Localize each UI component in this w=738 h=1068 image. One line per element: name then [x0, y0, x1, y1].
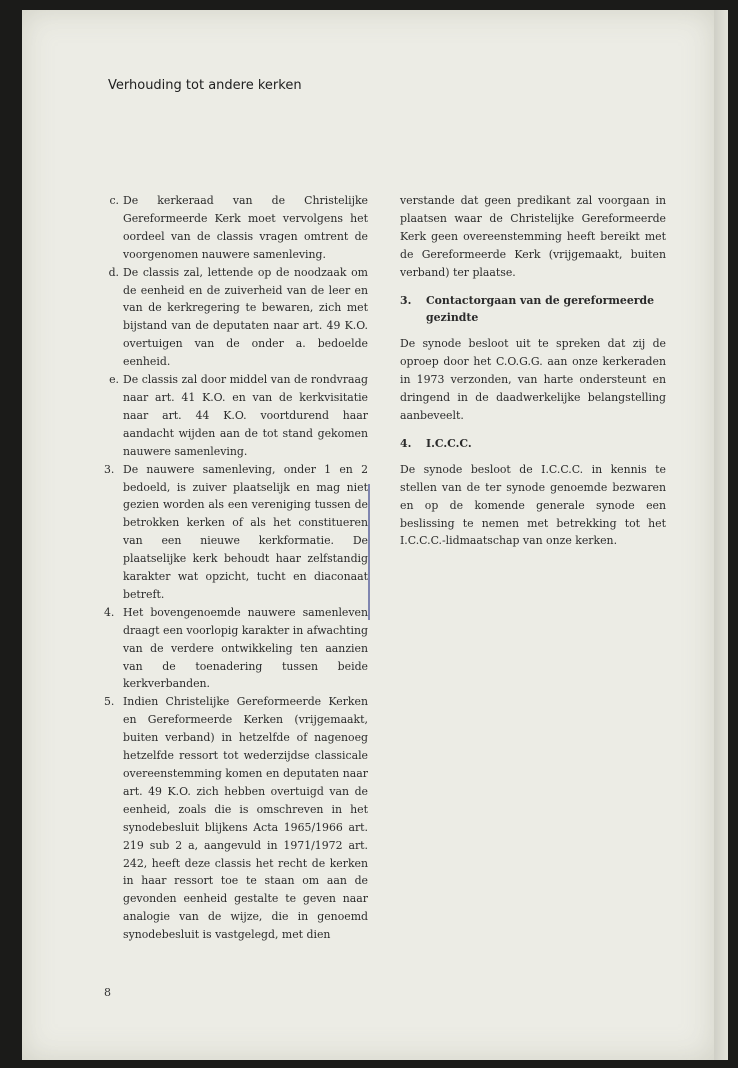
item-text: De kerkeraad van de Christelijke Gereformeerde Kerk moet vervolgens het oordeel van de classis vragen omtrent de voorgenomen nauwere samenleving.	[123, 194, 368, 261]
page-edge	[714, 10, 728, 1060]
item-marker: e.	[109, 373, 119, 387]
item-marker: 3.	[104, 462, 115, 476]
continuation-paragraph: verstande dat geen predikant zal voorgaan in plaatsen waar de Christelijke Gereformeerde Kerk geen overeenstemming heeft bereikt met de Gereformeerde Kerk (vrijgemaakt, buiten verband) ter plaatse.	[400, 194, 666, 279]
page-number: 8	[104, 986, 111, 999]
left-column	[104, 192, 368, 944]
list-item	[104, 604, 368, 694]
item-marker: d.	[108, 265, 119, 279]
list-item	[104, 192, 368, 264]
running-header: Verhouding tot andere kerken	[108, 78, 302, 93]
list-item	[104, 371, 368, 461]
item-text: De nauwere samenleving, onder 1 en 2 bedoeld, is zuiver plaatselijk en mag niet gezien worden als een vereniging tussen de betrokken kerken of als het constitueren van een nieuwe kerkformatie. De plaatselijke kerk behoudt haar zelfstandig karakter wat opzicht, tucht en diaconaat betreft.	[123, 462, 368, 601]
section-heading	[400, 292, 666, 328]
list-item	[104, 264, 368, 371]
section-number: 4.	[400, 436, 412, 450]
item-text: De classis zal door middel van de rondvraag naar art. 41 K.O. en van de kerkvisitatie naar art. 44 K.O. voortdurend haar aandacht wijden aan de tot stand gekomen nauwere samenleving.	[123, 373, 368, 458]
item-marker: 4.	[104, 605, 115, 619]
right-column	[400, 192, 666, 550]
list-item	[104, 693, 368, 944]
section-heading	[400, 435, 666, 453]
section-paragraph: De synode besloot de I.C.C.C. in kennis te stellen van de ter synode genoemde bezwaren en op de komende generale synode een beslissing te nemen met betrekking tot het I.C.C.C.-lidmaatschap van onze kerken.	[400, 462, 666, 548]
pencil-margin-mark	[368, 484, 370, 620]
section-number: 3.	[400, 293, 412, 307]
item-text: De classis zal, lettende op de noodzaak om de eenheid en de zuiverheid van de leer en van de kerkregering te bewaren, zich met bijstand van de deputaten naar art. 49 K.O. overtuigen van de onder a. bedoelde eenheid.	[123, 265, 368, 369]
item-text: Het bovengenoemde nauwere samenleven draagt een voorlopig karakter in afwachting van de verdere ontwikkeling ten aanzien van de toenadering tussen beide kerkverbanden.	[123, 605, 368, 691]
item-marker: c.	[109, 194, 119, 207]
section-title: I.C.C.C.	[426, 436, 472, 450]
section-paragraph: De synode besloot uit te spreken dat zij de oproep door het C.O.G.G. aan onze kerkeraden in 1973 verzonden, van harte ondersteunt en dringend in de daadwerkelijke belangstelling aanbeveelt.	[400, 337, 666, 422]
list-item	[104, 461, 368, 604]
item-text: Indien Christelijke Gereformeerde Kerken en Gereformeerde Kerken (vrijgemaakt, buiten verband) in hetzelfde of nagenoeg hetzelfde ressort tot wederzijdse classicale overeenstemming komen en deputaten naar art. 49 K.O. zich hebben overtuigd van de eenheid, zoals die is omschreven in het synodebesluit blijkens Acta 1965/1966 art. 219 sub 2 a, aangevuld in 1971/1972 art. 242, heeft deze classis het recht de kerken in haar ressort toe te staan om aan de gevonden eenheid gestalte te geven naar analogie van de wijze, die in genoemd synodebesluit is vastgelegd, met dien	[123, 695, 368, 942]
section-title: Contactorgaan van de gereformeerde gezindte	[426, 293, 655, 325]
item-marker: 5.	[104, 695, 115, 709]
